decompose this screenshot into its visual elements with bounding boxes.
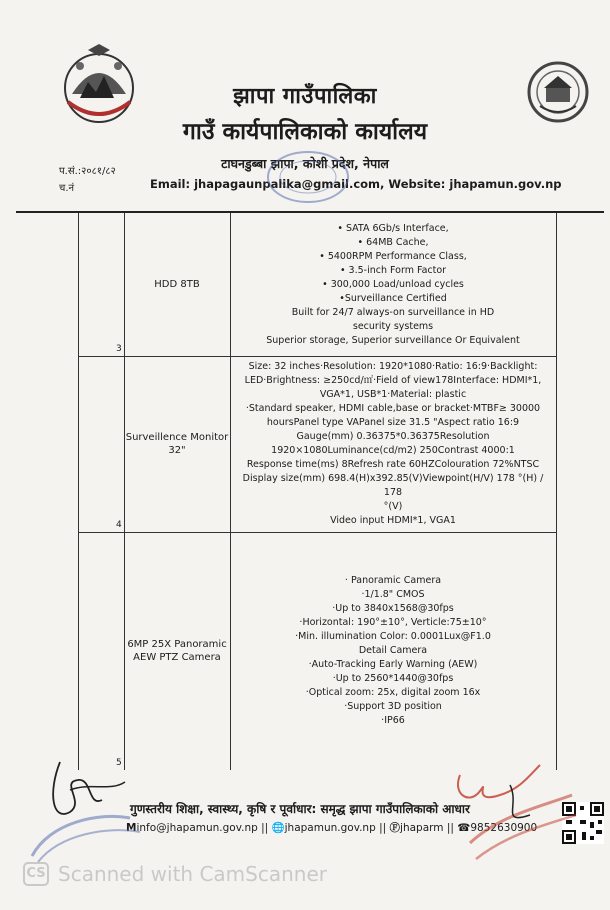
spec-line: Gauge(mm) 0.36375*0.36375Resolution	[296, 431, 490, 442]
table-row	[78, 356, 556, 533]
phone-icon: ☎	[457, 822, 471, 834]
reference-number: प.सं.:२०८१/८२	[59, 166, 116, 177]
item-name: Surveillence Monitor 32"	[124, 356, 231, 532]
spec-line: • 300,000 Load/unload cycles	[322, 278, 464, 290]
footer-email: info@jhapamun.gov.np	[136, 822, 258, 834]
globe-icon: 🌐	[271, 822, 285, 834]
camscanner-logo-icon: CS	[23, 862, 49, 886]
item-name: HDD 8TB	[124, 213, 231, 356]
signature-stamp-right	[440, 755, 580, 870]
spec-line: 1920×1080Luminance(cd/m2) 250Contrast 4000:1	[271, 445, 515, 456]
camscanner-watermark: Scanned with CamScanner	[58, 862, 327, 886]
item-spec	[230, 213, 556, 356]
table-border-right	[556, 213, 557, 770]
office-title: गाउँ कार्यपालिकाको कार्यालय	[182, 119, 428, 145]
item-spec	[230, 532, 556, 770]
spec-line: • 64MB Cache,	[357, 236, 429, 248]
table-row	[78, 532, 556, 770]
spec-line: °(V)	[383, 501, 403, 512]
office-name: झापा गाउँपालिका	[233, 84, 377, 109]
spec-line: Response time(ms) 8Refresh rate 60HZColouration 72%NTSC	[246, 459, 540, 470]
spec-line: VGA*1, USB*1·Material: plastic	[319, 389, 467, 400]
spec-line: Display size(mm) 698.4(H)x392.85(V)Viewpoint(H/V) 178 °(H) / 178	[242, 473, 544, 498]
office-address: टाघनडुब्बा झापा, कोशी प्रदेश, नेपाल	[221, 156, 389, 171]
spec-line: security systems	[352, 320, 434, 332]
dispatch-number: च.नं	[59, 183, 75, 194]
spec-line: · Panoramic Camera	[344, 575, 442, 586]
spec-line: • 5400RPM Performance Class,	[319, 250, 467, 262]
spec-line: ·IP66	[381, 715, 405, 726]
spec-line: Superior storage, Superior surveillance Or Equivalent	[266, 334, 520, 346]
footer-phone: 9852630900	[470, 822, 538, 834]
spec-line: ·Optical zoom: 25x, digital zoom 16x	[305, 687, 481, 698]
table-border-left	[78, 213, 79, 770]
spec-line: • 3.5-inch Form Factor	[339, 264, 447, 276]
spec-line: Size: 32 inches·Resolution: 1920*1080·Ratio: 16:9·Backlight:	[248, 361, 538, 372]
footer-slogan: गुणस्तरीय शिक्षा, स्वास्थ्य, कृषि र पूर्वाधार: समृद्ध झापा गाउँपालिकाको आधार	[130, 802, 470, 816]
mail-icon: M	[126, 822, 137, 834]
item-spec	[230, 356, 556, 532]
spec-table	[78, 213, 556, 770]
spec-line: Video input HDMI*1, VGA1	[330, 515, 456, 526]
footer-contact: Minfo@jhapamun.gov.np || 🌐jhapamun.gov.np || Ⓕjhaparm || ☎9852630900	[126, 822, 538, 834]
spec-line: LED·Brightness: ≥250cd/㎡·Field of view178Interface: HDMI*1,	[244, 375, 542, 386]
table-row	[78, 213, 556, 357]
row-number: 3	[116, 344, 122, 354]
facebook-icon: Ⓕ	[389, 822, 401, 834]
row-number: 5	[116, 758, 122, 768]
spec-line: hoursPanel type VAPanel size 31.5 "Aspect ratio 16:9	[266, 417, 520, 428]
spec-line: ·Horizontal: 190°±10°, Verticle:75±10°	[299, 617, 487, 628]
spec-line: •Surveillance Certified	[339, 292, 447, 304]
spec-line: Built for 24/7 always-on surveillance in HD	[291, 306, 495, 318]
spec-line: ·Support 3D position	[344, 701, 442, 712]
spec-line: • SATA 6Gb/s Interface,	[337, 222, 449, 234]
spec-line: ·Auto-Tracking Early Warning (AEW)	[308, 659, 478, 670]
footer-facebook: jhaparm	[400, 822, 444, 834]
signature-stamp-left	[30, 752, 160, 862]
office-stamp-icon	[262, 148, 354, 206]
spec-line: ·1/1.8" CMOS	[361, 589, 425, 600]
spec-line: ·Standard speaker, HDMI cable,base or bracket·MTBF≥ 30000	[245, 403, 541, 414]
footer-website: jhapamun.gov.np	[284, 822, 376, 834]
spec-line: ·Up to 2560*1440@30fps	[332, 673, 454, 684]
item-name: 6MP 25X Panoramic AEW PTZ Camera	[124, 532, 231, 770]
office-contact-line: Email: jhapagaunpalika@gmail.com, Website: jhapamun.gov.np	[150, 177, 562, 191]
spec-line: ·Min. illumination Color: 0.0001Lux@F1.0	[295, 631, 491, 642]
row-number: 4	[116, 520, 122, 530]
spec-line: Detail Camera	[358, 645, 428, 656]
spec-line: ·Up to 3840x1568@30fps	[332, 603, 454, 614]
